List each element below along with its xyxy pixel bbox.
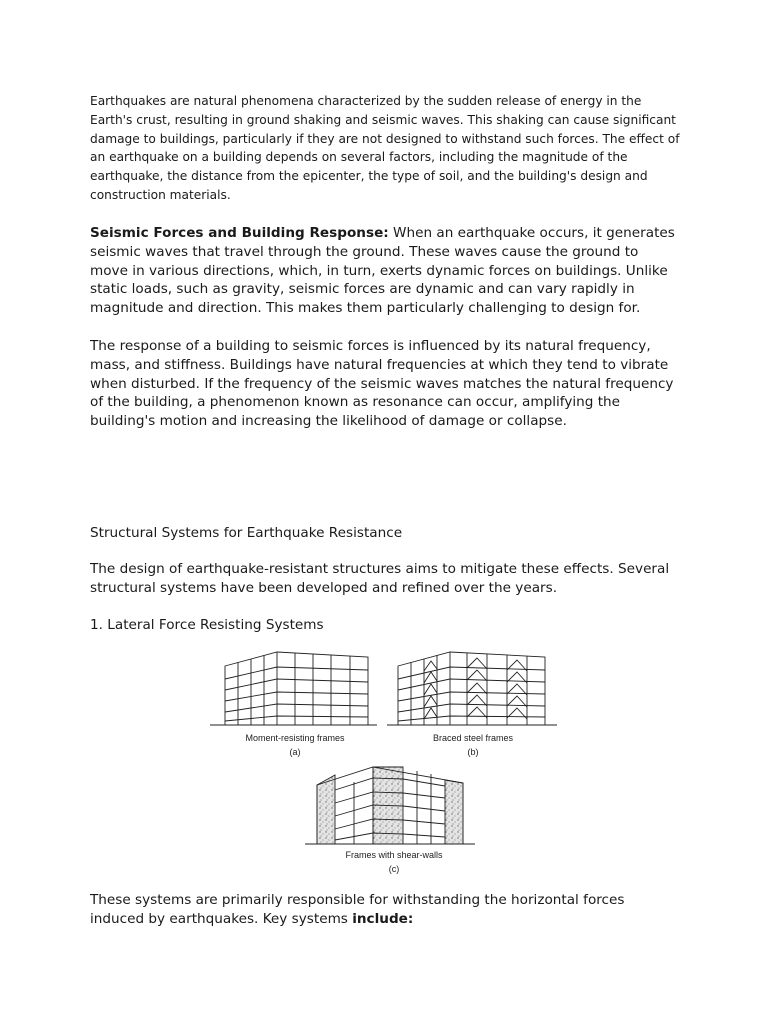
figure-b-letter: (b) bbox=[467, 747, 479, 757]
figure-b-label: Braced steel frames bbox=[432, 733, 514, 743]
structural-heading: Structural Systems for Earthquake Resistance bbox=[90, 525, 403, 541]
shear-wall-building bbox=[305, 767, 475, 844]
closing-text: These systems are primarily responsible for withstanding the horizontal forces induced by earthquakes. Key systems bbox=[90, 892, 625, 927]
response-paragraph: The response of a building to seismic forces is influenced by its natural frequency, mass, and stiffness. Buildings have natural frequencies at which they tend to vibrate when disturbed. If the frequency of the seismic waves matches the natural frequency of the building, a phenomenon known as resonance can occur, amplifying the building's motion and increasing the likelihood of damage or collapse. bbox=[90, 338, 674, 430]
figure-a-label: Moment-resisting frames bbox=[245, 733, 345, 743]
figure-c-letter: (c) bbox=[388, 864, 400, 874]
seismic-body: When an earthquake occurs, it generates seismic waves that travel through the ground. These waves cause the ground to move in various directions, which, in turn, exerts dynamic forces on buildings. Unlike static loads, such as gravity, seismic forces are dynamic and can vary rapidly in magnitude and direction. This makes them particularly challenging to design for. bbox=[90, 225, 675, 317]
figure-c-label: Frames with shear-walls bbox=[345, 850, 443, 860]
seismic-title: Seismic Forces and Building Response: bbox=[90, 225, 389, 241]
closing-bold: include: bbox=[352, 910, 414, 927]
list-item-lateral-force: 1. Lateral Force Resisting Systems bbox=[90, 617, 324, 633]
structural-intro-paragraph: The design of earthquake-resistant structures aims to mitigate these effects. Several structural systems have been developed and refined over the years. bbox=[90, 561, 670, 596]
closing-paragraph bbox=[90, 891, 680, 929]
braced-frame-building bbox=[387, 652, 557, 725]
seismic-paragraph bbox=[90, 224, 680, 318]
figure-a-letter: (a) bbox=[289, 747, 301, 757]
moment-frame-building bbox=[210, 652, 377, 725]
structural-systems-figure bbox=[205, 645, 559, 877]
intro-paragraph: Earthquakes are natural phenomena characterized by the sudden release of energy in the Earth's crust, resulting in ground shaking and seismic waves. This shaking can cause significant damage to buildings, particularly if they are not designed to withstand such forces. The effect of an earthquake on a building depends on several factors, including the magnitude of the earthquake, the distance from the epicenter, the type of soil, and the building's design and construction materials. bbox=[90, 94, 680, 202]
